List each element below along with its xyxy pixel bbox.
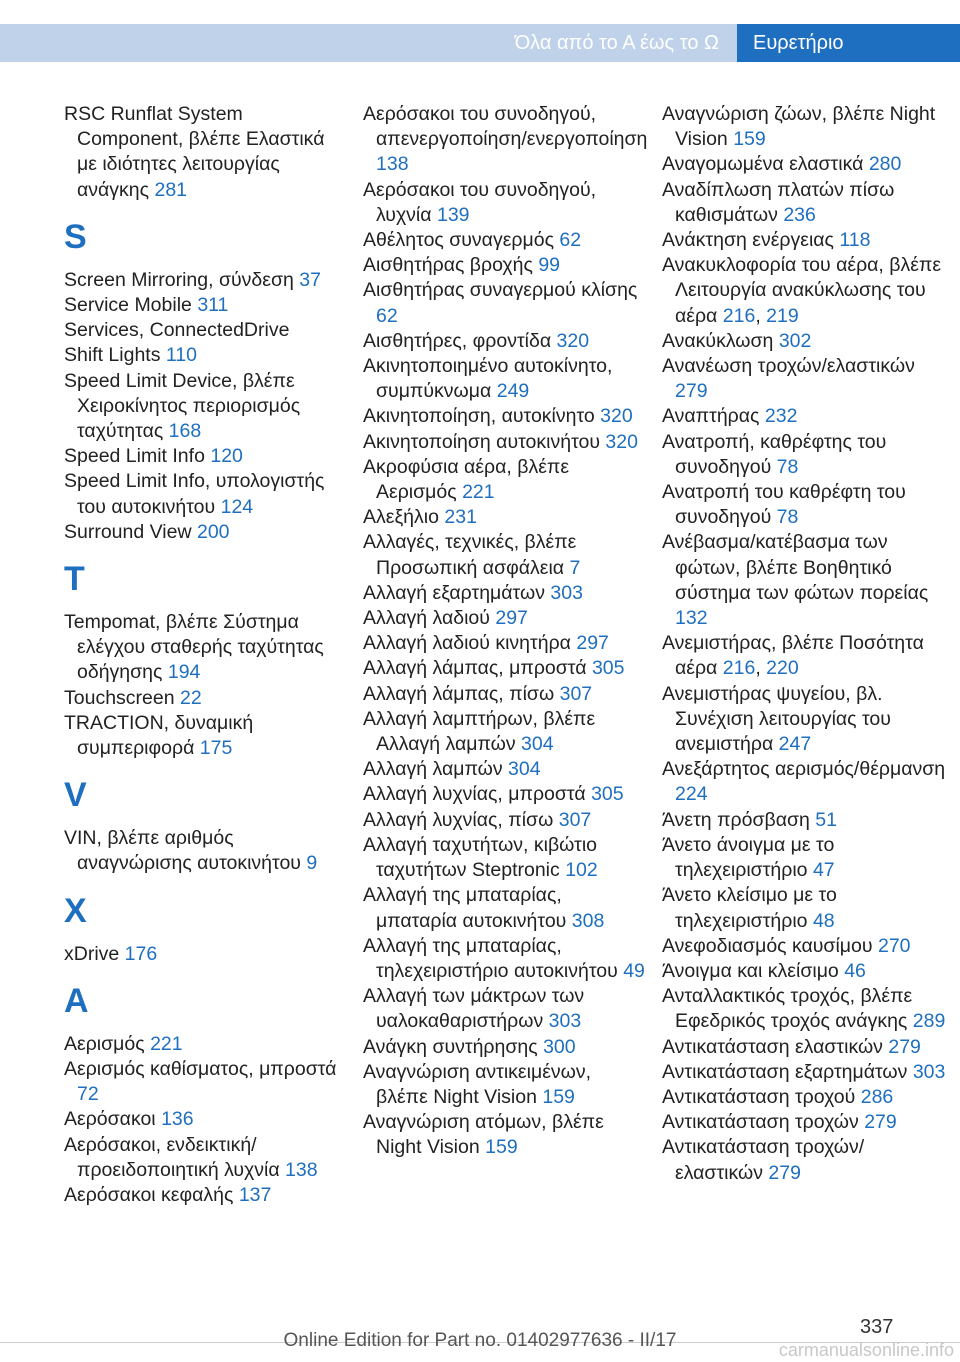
page-link[interactable]: 320 [605,430,638,453]
index-entry-text: Αλλαγή λάμπας, μπροστά [363,657,592,680]
footer-edition: Online Edition for Part no. 01402977636 - II/17 [283,1330,677,1351]
index-entry [662,934,947,959]
page-link[interactable]: 320 [600,405,633,428]
index-entry [662,430,947,480]
page-header [0,0,960,62]
index-entry [662,833,947,883]
page-link[interactable]: 216 [722,657,756,680]
index-entry [662,228,947,253]
index-entry-text: Ανεξάρτητος αερισμός/θέρμανση [662,758,946,781]
index-entry [662,1035,947,1060]
index-column-1 [64,102,349,1208]
section-tab[interactable] [0,24,737,62]
index-entry-text: Αντικατάσταση τροχών [662,1111,865,1134]
index-entry-text: Tempomat, βλέπε Σύστημα ελέγχου σταθερής ταχύτητας οδήγησης [64,611,324,684]
index-entry-text: Αλλαγή των μάκτρων των υαλοκαθαριστήρων [363,985,585,1033]
page-link[interactable]: 279 [768,1161,801,1184]
index-entry-text: Αντικατάσταση τροχών/ελαστικών [662,1136,865,1184]
index-entry: Ανεμιστήρας, βλέπε Ποσότητα αέρα 216, 220 [662,632,924,680]
index-entry [363,505,648,530]
index-entry [64,826,349,876]
index-entry-text: Ανεφοδιασμός καυσίμου [662,934,878,957]
page-link[interactable]: 120 [210,445,243,468]
index-entry-text: Αλλαγή της μπαταρίας, τηλεχειριστήριο αυτοκινήτου [363,934,624,982]
index-entry [363,984,648,1034]
index-entry [64,268,349,293]
page-link[interactable]: 305 [591,657,625,680]
index-entry-text: Services, ConnectedDrive [64,319,290,342]
index-entry-text: Ανεμιστήρας, βλέπε Ποσότητα αέρα [662,632,924,680]
index-entry-text: Ακινητοποίηση αυτοκινήτου [363,430,606,453]
index-letter-heading: X [64,891,87,930]
page-link[interactable]: 302 [778,329,812,352]
index-entry [64,318,349,343]
page-link[interactable]: 320 [556,329,590,352]
index-entry-text: Ανέβασμα/κατέβασμα των φώτων, βλέπε Βοηθητικό σύστημα των φώτων πορείας [662,531,929,604]
index-entry-text: Αναδίπλωση πλατών πίσω καθισμάτων [662,178,895,226]
page-link[interactable]: 221 [150,1032,183,1055]
index-entry-text: TRACTION, δυναμική συμπεριφορά [64,711,254,760]
index-entry [64,610,349,686]
index-entry [662,808,947,833]
page-link[interactable]: 221 [462,481,495,504]
index-entry-text: Αερόσακοι, ενδεικτική/προειδοποιητική λυχνία [64,1133,286,1181]
page-link[interactable]: 289 [912,1010,946,1033]
index-entry [64,520,349,545]
index-entry: Ανακυκλοφορία του αέρα, βλέπε Λειτουργία ανακύκλωσης του αέρα 216, 219 [662,254,942,327]
index-entry [662,530,947,631]
index-entry-text: Αθέλητος συναγερμός [363,229,560,252]
index-entry [363,808,648,833]
index-entry-text: Ανάκτηση ενέργειας [662,229,840,252]
page-link[interactable]: 231 [444,506,477,529]
index-entry-text: Αερισμός καθίσματος, μπροστά [64,1058,337,1081]
index-entry-text: Αλλαγή λυχνίας, μπροστά [363,783,592,806]
index-entry [363,178,648,228]
index-entry-text: Αλλαγή λαδιού [363,607,496,630]
index-entry-text: Αναγομωμένα ελαστικά [662,153,869,176]
index-entry-text: Άνετη πρόσβαση [662,808,816,831]
index-entry-text: Αντικατάσταση ελαστικών [662,1035,889,1058]
page-link[interactable]: 37 [299,268,321,291]
index-entry-text: Αναγνώριση αντικειμένων, βλέπε Night Vision [363,1060,592,1108]
page-link[interactable]: 279 [864,1111,897,1134]
page-link[interactable]: 216 [722,304,756,327]
index-entry [662,102,947,152]
page-link[interactable]: 311 [197,294,229,317]
index-entry [64,293,349,318]
index-entry [662,1060,947,1085]
page-number: 337 [860,1316,894,1338]
index-entry [662,404,947,429]
index-entry [64,102,349,203]
index-entry-text: Shift Lights [64,344,166,367]
page-link[interactable]: 308 [571,909,605,932]
index-entry-text: Αλεξήλιο [363,506,445,529]
page-link[interactable]: 159 [733,128,766,151]
page-link[interactable]: 307 [558,808,592,831]
index-entry-text: VIN, βλέπε αριθμός αναγνώρισης αυτοκινήτου [64,827,307,875]
page-link[interactable]: 247 [778,733,812,756]
index-entry-text: Ανατροπή του καθρέφτη του συνοδηγού [662,481,906,529]
index-entry [662,354,947,404]
index-entry [662,178,947,228]
index-entry [662,883,947,933]
page-link[interactable]: 49 [623,959,645,982]
index-entry-text: Ανάγκη συντήρησης [363,1035,544,1058]
index-entry [363,934,648,984]
index-entry-text: Άνετο άνοιγμα με το τηλεχειριστήριο [662,833,835,882]
page-link[interactable]: 279 [675,380,708,403]
page-link[interactable]: 200 [196,520,230,543]
page-link[interactable]: 99 [538,254,561,277]
index-entry [363,530,648,580]
index-entry [64,469,349,519]
index-entry-text: Αλλαγή λαμπών [363,758,509,781]
index-entry [363,404,648,429]
index-entry [662,984,947,1034]
index-entry [64,711,349,761]
index-entry [363,228,648,253]
index-entry-text: Αναγνώριση ζώων, βλέπε Night Vision [662,103,936,151]
index-entry [64,1032,349,1057]
index-entry [64,686,349,711]
page-link[interactable]: 138 [376,153,409,176]
page-link[interactable]: 307 [559,682,593,705]
index-entry-text: Ανταλλακτικός τροχός, βλέπε Εφεδρικός τροχός ανάγκης [662,985,913,1033]
page-link[interactable]: 303 [548,1010,582,1033]
index-entry-text: Ανατροπή, καθρέφτης του συνοδηγού [662,430,887,478]
index-entry [363,833,648,883]
index-tab[interactable] [737,24,960,62]
index-entry [64,343,349,368]
page-link[interactable]: 220 [766,657,799,680]
page-link[interactable]: 102 [565,859,598,882]
page-link[interactable]: 139 [436,203,470,226]
page-link[interactable]: 137 [238,1184,272,1207]
page-link[interactable]: 279 [888,1035,921,1058]
index-entry-text: Αναγνώριση ατόμων, βλέπε Night Vision [363,1111,604,1159]
index-entry [363,682,648,707]
index-entry [363,757,648,782]
index-entry-text: Αλλαγή λαδιού κινητήρα [363,632,577,655]
index-entry-text: Αερόσακοι κεφαλής [64,1184,239,1207]
page-link[interactable]: 194 [167,661,201,684]
index-letter-heading: Α [64,981,89,1020]
page-link[interactable]: 51 [815,808,837,831]
index-entry [662,1085,947,1110]
page-link[interactable]: 138 [285,1158,318,1181]
index-entry-text: Αναπτήρας [662,405,765,428]
page-link[interactable]: 47 [812,859,835,882]
page-link[interactable]: 124 [220,495,254,518]
index-entry-text: Αλλαγή ταχυτήτων, κιβώτιο ταχυτήτων Steptronic [363,833,598,882]
index-entry [662,959,947,984]
index-entry-text: Αλλαγή της μπαταρίας, μπαταρία αυτοκινήτου [363,884,572,932]
page-link[interactable]: 136 [161,1108,194,1131]
index-entry-text: Αλλαγή λάμπας, πίσω [363,682,560,705]
index-entry [363,455,648,505]
index-entry-text: Speed Limit Device, βλέπε Χειροκίνητος περιορισμός ταχύτητας [64,369,301,443]
index-entry-text: xDrive [64,942,125,965]
page-link[interactable]: 297 [576,632,609,655]
index-entry-text: Service Mobile [64,294,198,317]
index-entry [662,329,947,354]
index-entry-text: Αλλαγές, τεχνικές, βλέπε Προσωπική ασφάλεια [363,531,577,579]
index-column-2 [363,102,648,1161]
index-column-3 [662,102,947,1186]
index-entry-text: Αερόσακοι του συνοδηγού, απενεργοποίηση/ενεργοποίηση [363,103,648,151]
index-entry-text: Touchscreen [64,686,180,709]
index-entry-text: Άνοιγμα και κλείσιμο [662,959,845,982]
page-link[interactable]: 303 [912,1060,946,1083]
index-entry [64,1107,349,1132]
index-entry [363,883,648,933]
index-entry-text: Ανανέωση τροχών/ελαστικών [662,355,915,378]
index-entry-text: Αισθητήρες, φροντίδα [363,329,557,352]
index-entry [363,1060,648,1110]
page-link[interactable]: 176 [124,942,158,965]
section-tab-label: Όλα από το Α έως το Ω [514,32,719,54]
page-link[interactable]: 22 [179,686,202,709]
index-entry [64,369,349,445]
index-entry-text: Ανεμιστήρας ψυγείου, βλ. Συνέχιση λειτουργίας του ανεμιστήρα [662,682,891,756]
index-entry [363,329,648,354]
page-link[interactable]: 78 [776,455,799,478]
index-entry-text: Ανακύκλωση [662,329,779,352]
index-entry [363,430,648,455]
index-letter-heading: V [64,776,87,815]
index-entry [363,278,648,328]
index-entry [662,1110,947,1135]
page-link[interactable]: 297 [495,607,528,630]
page-link[interactable]: 118 [839,229,871,252]
page-link[interactable]: 159 [485,1136,518,1159]
index-entry [662,152,947,177]
index-entry [363,581,648,606]
index-entry-text: Αντικατάσταση τροχού [662,1085,861,1108]
page-link[interactable]: 305 [591,783,624,806]
page-link[interactable]: 168 [168,420,202,443]
index-entry-text: Αλλαγή εξαρτημάτων [363,581,551,604]
index-entry-text: Ακινητοποιημένο αυτοκίνητο, συμπύκνωμα [363,355,613,403]
index-entry-text: Άνετο κλείσιμο με το τηλεχειριστήριο [662,884,837,932]
index-entry-text: Ακινητοποίηση, αυτοκίνητο [363,405,601,428]
page-link[interactable]: 7 [569,556,581,579]
page-link[interactable]: 304 [508,758,541,781]
index-entry [363,656,648,681]
page-link[interactable]: 9 [306,852,318,875]
index-entry [64,942,349,967]
index-entry-text: Speed Limit Info, υπολογιστής του αυτοκινήτου [64,470,325,518]
index-entry-text: Αλλαγή λυχνίας, πίσω [363,808,559,831]
page-link[interactable]: 72 [77,1083,99,1106]
page-link[interactable]: 159 [542,1085,575,1108]
page-link[interactable]: 48 [812,909,835,932]
index-entry [662,1135,947,1185]
page-link[interactable]: 46 [844,959,866,982]
index-entry [363,631,648,656]
page-link[interactable]: 62 [376,304,398,327]
index-entry-text: RSC Runflat System Component, βλέπε Ελαστικά με ιδιότητες λειτουργίας ανάγκης [64,103,325,201]
index-entry [64,1183,349,1208]
index-entry [363,354,648,404]
page-link[interactable]: 110 [165,344,197,367]
index-entry-text: Αερόσακοι [64,1108,162,1131]
index-entry [64,1057,349,1107]
index-entry-text: Ανακυκλοφορία του αέρα, βλέπε Λειτουργία ανακύκλωσης του αέρα [662,254,942,327]
page-link[interactable]: 132 [675,607,708,630]
index-entry-text: Αερισμός [64,1032,151,1055]
page-link[interactable]: 224 [675,783,708,806]
index-entry [363,253,648,278]
index-entry-text: Αλλαγή λαμπτήρων, βλέπε Αλλαγή λαμπών [363,707,596,756]
index-entry [662,757,947,807]
index-entry [662,682,947,758]
index-entry-text: Αντικατάσταση εξαρτημάτων [662,1060,913,1083]
index-entry-text: Αισθητήρας βροχής [363,254,539,277]
page-link[interactable]: 249 [496,380,530,403]
page-link[interactable]: 280 [868,153,902,176]
index-letter-heading: S [64,217,87,256]
page-link[interactable]: 304 [521,733,554,756]
page-link[interactable]: 281 [154,178,188,201]
index-entry [363,707,648,757]
index-entry [363,1110,648,1160]
page-link[interactable]: 300 [543,1035,576,1058]
page-link[interactable]: 78 [776,506,799,529]
page-link[interactable]: 286 [860,1085,894,1108]
index-entry [662,480,947,530]
index-entry-text: Surround View [64,520,197,543]
index-entry [363,606,648,631]
page-link[interactable]: 175 [199,737,233,760]
page-link[interactable]: 303 [550,581,583,604]
index-letter-heading: T [64,560,85,599]
page-link[interactable]: 62 [559,229,582,252]
index-entry [363,102,648,178]
page-link[interactable]: 236 [783,203,816,226]
page-link[interactable]: 232 [764,405,798,428]
index-entry-text: Screen Mirroring, σύνδεση [64,268,300,291]
index-entry-text: Αισθητήρας συναγερμού κλίσης [363,279,638,302]
index-tab-label: Ευρετήριο [753,32,844,54]
index-entry-text: Ακροφύσια αέρα, βλέπε Αερισμός [363,455,570,504]
index-entry-text: Speed Limit Info [64,445,211,468]
page-link[interactable]: 270 [877,934,911,957]
page-link[interactable]: 219 [766,304,799,327]
watermark-text: carmanualsonline.info [778,1340,954,1360]
index-entry [64,444,349,469]
index-entry [64,1133,349,1183]
index-entry [363,782,648,807]
index-entry-text: Αερόσακοι του συνοδηγού, λυχνία [363,178,597,226]
index-entry [363,1035,648,1060]
